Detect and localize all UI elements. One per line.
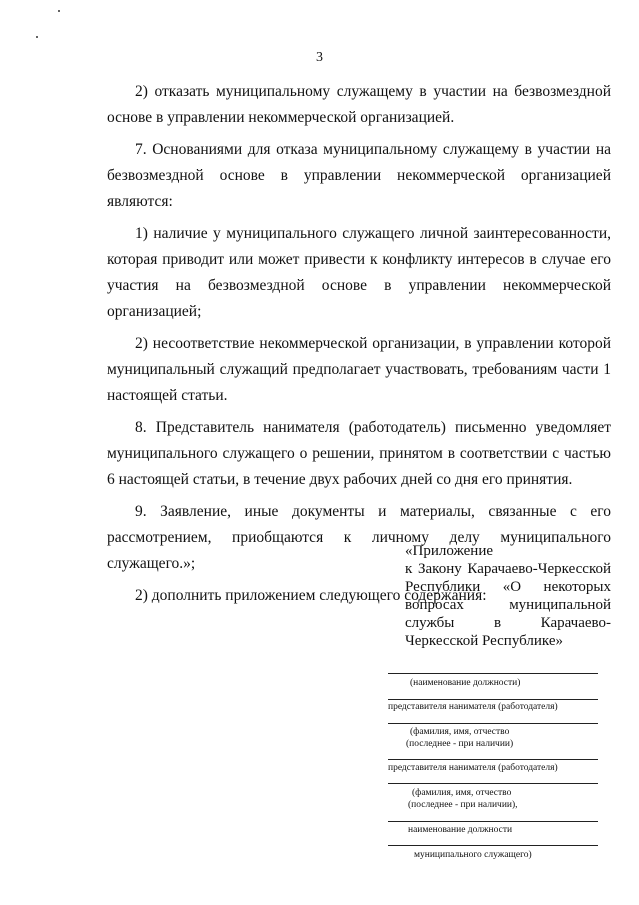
- form-caption: муниципального служащего): [414, 850, 532, 860]
- form-caption: (последнее - при наличии): [406, 739, 514, 749]
- paragraph: 9. Заявление, иные документы и материалы, связанные с его рассмотрением, приобщаются к личному делу муниципального служащего.»;: [107, 503, 611, 572]
- form-caption: наименование должности: [408, 825, 513, 835]
- body-text: [107, 79, 611, 615]
- form-caption: (фамилия, имя, отчество: [410, 727, 510, 737]
- form-caption: (наименование должности): [410, 678, 521, 688]
- scan-speck: [36, 36, 38, 38]
- appendix-heading: [405, 542, 611, 650]
- fill-line[interactable]: [388, 759, 598, 760]
- paragraph: 2) дополнить приложением следующего содержания:: [135, 587, 487, 604]
- paragraph: 2) отказать муниципальному служащему в участии на безвозмездной основе в управлении некоммерческой организацией.: [107, 83, 611, 126]
- fill-line[interactable]: [388, 783, 598, 784]
- fill-line[interactable]: [388, 845, 598, 846]
- form-caption: представителя нанимателя (работодателя): [388, 763, 558, 773]
- fill-line[interactable]: [388, 673, 598, 674]
- scan-speck: [58, 10, 60, 12]
- paragraph: 7. Основаниями для отказа муниципальному служащему в участии на безвозмездной основе в управлении некоммерческой организацией являются:: [107, 141, 611, 210]
- appendix-title: «Приложение: [405, 543, 494, 559]
- fill-line[interactable]: [388, 821, 598, 822]
- paragraph: 1) наличие у муниципального служащего личной заинтересованности, которая приводит или может привести к конфликту интересов в случае его участия на безвозмездной основе в управлении некоммерческой организацией;: [107, 225, 611, 320]
- page-number: 3: [316, 50, 323, 65]
- paragraph: 8. Представитель нанимателя (работодатель) письменно уведомляет муниципального служащего о решении, принятом в соответствии с частью 6 настоящей статьи, в течение двух рабочих дней со дня его принятия.: [107, 419, 611, 488]
- fill-line[interactable]: [388, 723, 598, 724]
- appendix-reference: к Закону Карачаево-Черкесской Республики «О некоторых вопросах муниципальной службы в Карачаево-Черкесской Республике»: [405, 561, 611, 649]
- form-caption: представителя нанимателя (работодателя): [388, 702, 558, 712]
- form-caption: (фамилия, имя, отчество: [412, 788, 512, 798]
- fill-line[interactable]: [388, 699, 598, 700]
- form-caption: (последнее - при наличии),: [408, 800, 518, 810]
- paragraph: 2) несоответствие некоммерческой организации, в управлении которой муниципальный служащий предполагает участвовать, требованиям части 1 настоящей статьи.: [107, 335, 611, 404]
